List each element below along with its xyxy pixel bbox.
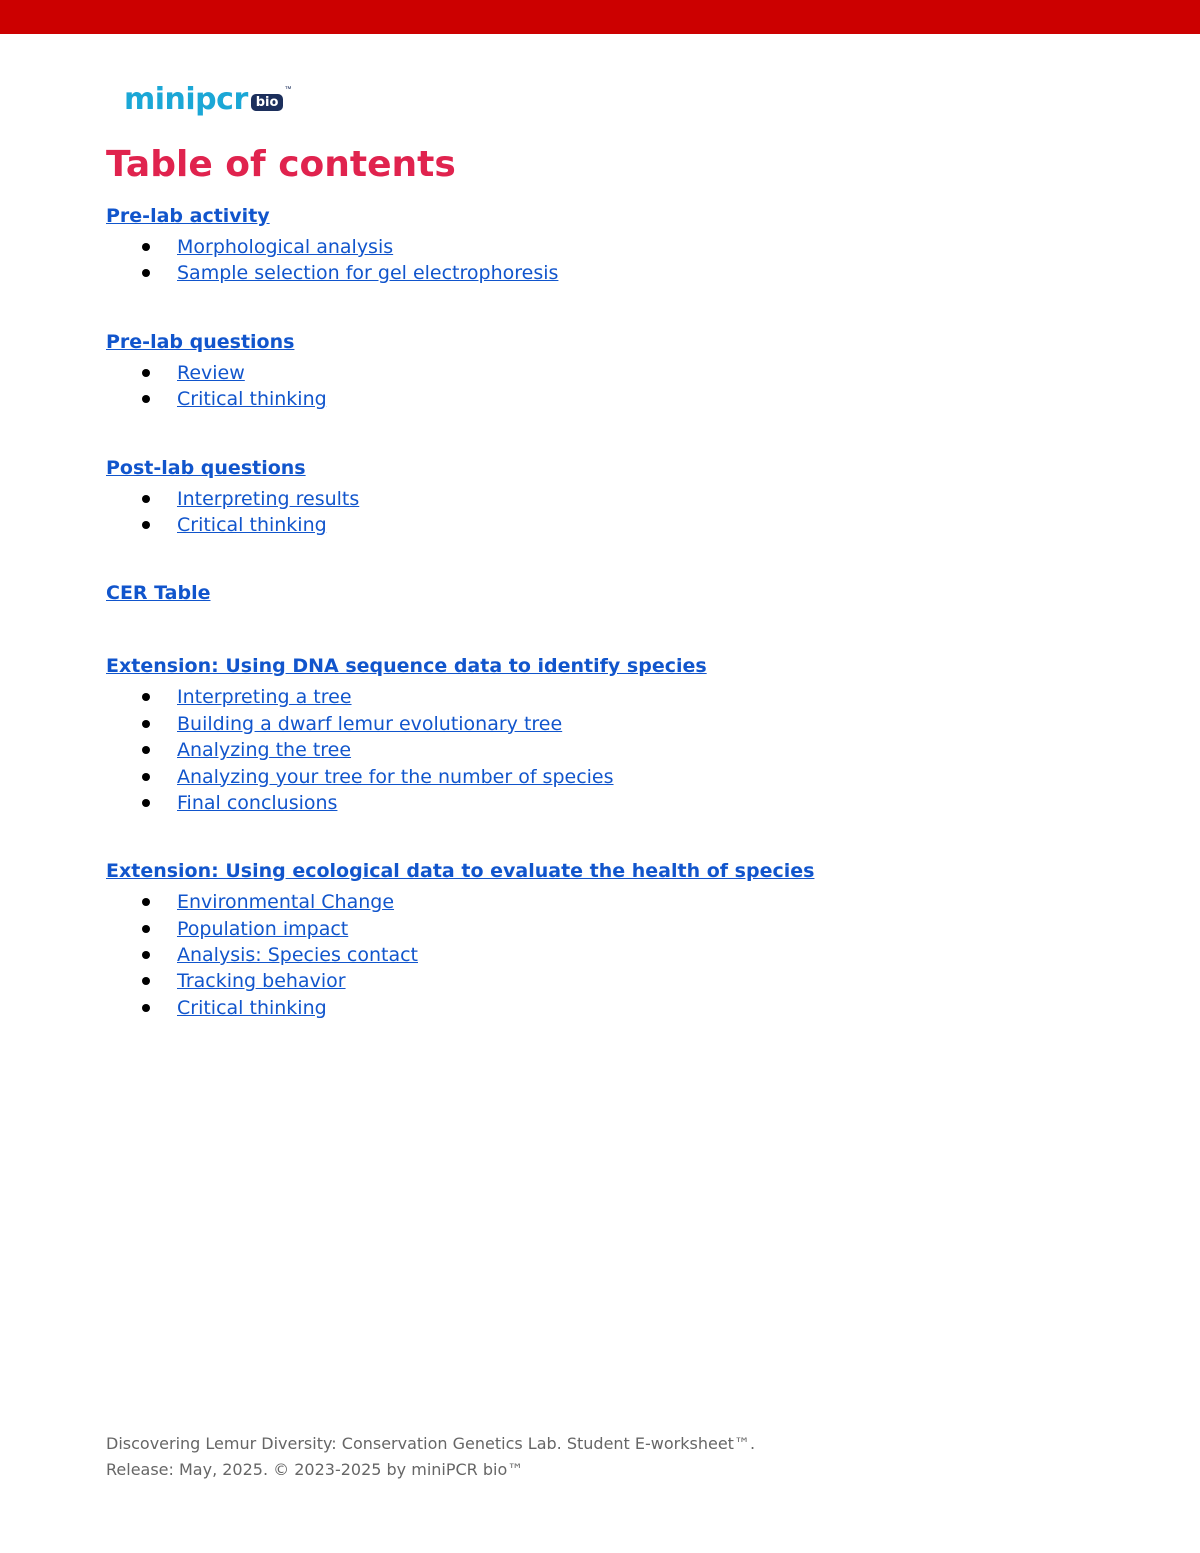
toc-section xyxy=(106,454,1106,539)
toc-section-heading-link[interactable]: CER Table xyxy=(106,582,211,605)
list-item xyxy=(106,968,1106,994)
toc-subsection-list xyxy=(106,360,1106,413)
toc-section xyxy=(106,328,1106,413)
list-item xyxy=(106,737,1106,763)
bullet-icon xyxy=(142,395,150,403)
list-item xyxy=(106,764,1106,790)
list-item xyxy=(106,386,1106,412)
toc-section-heading-link[interactable]: Post-lab questions xyxy=(106,456,306,479)
bullet-icon xyxy=(142,1004,150,1012)
list-item xyxy=(106,684,1106,710)
page-footer xyxy=(106,1431,755,1483)
bullet-icon xyxy=(142,977,150,985)
logo-badge: bio xyxy=(251,94,284,111)
bullet-icon xyxy=(142,799,150,807)
toc-section xyxy=(106,652,1106,816)
bullet-icon xyxy=(142,693,150,701)
bullet-icon xyxy=(142,925,150,933)
footer-line-2: Release: May, 2025. © 2023-2025 by miniPCR bio™ xyxy=(106,1460,524,1479)
toc-subsection-list xyxy=(106,684,1106,816)
list-item xyxy=(106,889,1106,915)
list-item xyxy=(106,360,1106,386)
list-item xyxy=(106,995,1106,1021)
bullet-icon xyxy=(142,951,150,959)
bullet-icon xyxy=(142,898,150,906)
toc-subsection-link[interactable]: Review xyxy=(177,361,245,384)
toc-subsection-link[interactable]: Environmental Change xyxy=(177,891,395,914)
logo-trademark: ™ xyxy=(284,86,292,93)
toc-subsection-link[interactable]: Analyzing the tree xyxy=(177,739,352,762)
toc-section xyxy=(106,579,1106,611)
toc-section-heading-link[interactable]: Extension: Using DNA sequence data to identify species xyxy=(106,655,707,678)
bullet-icon xyxy=(142,746,150,754)
bullet-icon xyxy=(142,720,150,728)
list-item xyxy=(106,916,1106,942)
footer-line-1: Discovering Lemur Diversity: Conservation Genetics Lab. Student E-worksheet™. xyxy=(106,1434,756,1453)
toc-section-heading-link[interactable]: Extension: Using ecological data to evaluate the health of species xyxy=(106,860,815,883)
list-item xyxy=(106,486,1106,512)
toc-subsection-list xyxy=(106,889,1106,1021)
toc-subsection-link[interactable]: Analyzing your tree for the number of species xyxy=(177,765,614,788)
toc-subsection-link[interactable]: Final conclusions xyxy=(177,791,338,814)
toc-subsection-list xyxy=(106,486,1106,539)
toc-subsection-link[interactable]: Morphological analysis xyxy=(177,236,394,258)
list-item xyxy=(106,512,1106,538)
toc-section xyxy=(106,202,1106,287)
list-item xyxy=(106,260,1106,286)
bullet-icon xyxy=(142,269,150,277)
toc-section-heading-link[interactable]: Pre-lab activity xyxy=(106,205,270,227)
list-item xyxy=(106,234,1106,260)
toc-subsection-link[interactable]: Interpreting a tree xyxy=(177,686,352,709)
bullet-icon xyxy=(142,369,150,377)
list-item xyxy=(106,711,1106,737)
toc-section xyxy=(106,857,1106,1021)
bullet-icon xyxy=(142,521,150,529)
bullet-icon xyxy=(142,773,150,781)
toc-subsection-link[interactable]: Interpreting results xyxy=(177,487,360,510)
toc-subsection-link[interactable]: Population impact xyxy=(177,917,349,940)
minipcr-logo xyxy=(124,74,291,118)
page-title: Table of contents xyxy=(106,144,456,185)
bullet-icon xyxy=(142,495,150,503)
toc-subsection-link[interactable]: Sample selection for gel electrophoresis xyxy=(177,262,559,285)
toc-subsection-link[interactable]: Critical thinking xyxy=(177,388,327,411)
toc-subsection-link[interactable]: Tracking behavior xyxy=(177,970,346,993)
toc-subsection-link[interactable]: Building a dwarf lemur evolutionary tree xyxy=(177,712,563,735)
toc-subsection-list xyxy=(106,234,1106,287)
toc-subsection-link[interactable]: Analysis: Species contact xyxy=(177,944,418,967)
bullet-icon xyxy=(142,243,150,251)
top-accent-bar xyxy=(0,0,1200,34)
toc-subsection-link[interactable]: Critical thinking xyxy=(177,996,327,1019)
list-item xyxy=(106,790,1106,816)
toc-subsection-link[interactable]: Critical thinking xyxy=(177,513,327,536)
list-item xyxy=(106,942,1106,968)
table-of-contents xyxy=(106,202,1106,1062)
logo-wordmark: minipcr xyxy=(124,82,248,117)
toc-section-heading-link[interactable]: Pre-lab questions xyxy=(106,330,295,353)
